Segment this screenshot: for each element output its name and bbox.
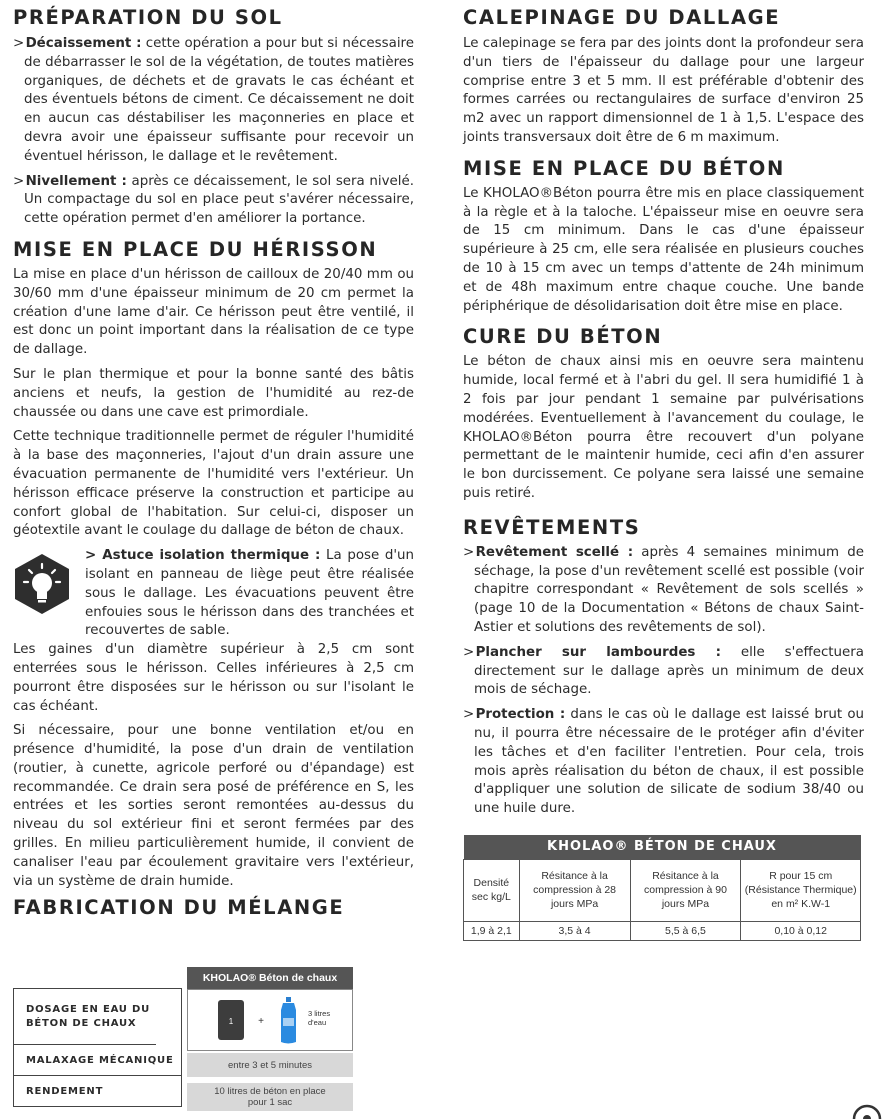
- beton-text: Le KHOLAO®Béton pourra être mis en place classiquement à la règle et à la taloche. L'épaisseur mise en oeuvre sera de 15 cm minimum. Dans le cas d'une épaisseur supérieure à 25 cm, elle sera réalisée en plusieurs couches de 10 à 15 cm avec un temps d'attente de 24h minimum et de 48h maximum entre chaque couche. Une bande périphérique de désolidarisation doit être mise en place.: [463, 185, 864, 314]
- rev-scelle: > Revêtement scellé : après 4 semaines minimum de séchage, la pose d'un revêtement scellé est possible (voir chapitre correspondant « Revêtement de sols scellés » (page 10 de la Documentation « Bétons de chaux Saint- Astier et solutions des revêtements de sol).: [463, 544, 864, 635]
- astuce-block: [13, 547, 414, 716]
- mix-header: KHOLAO® Béton de chaux: [187, 967, 353, 989]
- astuce-text1: > Astuce isolation thermique : La pose d'un isolant en panneau de liège peut être réalisée sous le dallage. Les évacuations peuvent être enfouies sous le hérisson dans des tranchées et recouvertes de sable.: [85, 548, 415, 639]
- herisson-p2: Sur le plan thermique et pour la bonne santé des bâtis anciens et neufs, la gestion de l'humidité au rez-de chaussée ou dans une cave est primordiale.: [13, 366, 414, 420]
- mix-dosage-box: [187, 989, 353, 1051]
- mix-labels: [13, 988, 182, 1107]
- heading-calepinage: CALEPINAGE DU DALLAGE: [463, 6, 781, 29]
- tech-value-cell: 5,5 à 6,5: [630, 921, 741, 940]
- heading-revetements: REVÊTEMENTS: [463, 515, 641, 539]
- herisson-p1: La mise en place d'un hérisson de cailloux de 20/40 mm ou 30/60 mm d'une épaisseur minimum de 20 cm permet la création d'une lame d'air. Ce hérisson peut être ventilé, il est donc un point important dans la réalisation de ce type de dallage.: [13, 266, 414, 358]
- heading-herisson: MISE EN PLACE DU HÉRISSON: [13, 237, 378, 261]
- herisson-p4: Si nécessaire, pour une bonne ventilation et/ou en présence d'humidité, la pose d'un drain de ventilation (routier, à cunette, agricole perforé ou d'épandage) est recommandée. Ce drain sera posé de préférence en S, les entrées et les sorties seront remontées au-dessus du niveau du sol extérieur fini et seront fermées par des grilles. En milieu particulièrement humide, il convient de canaliser l'eau par écoulement gravitaire vers l'extérieur, via un système de drain humide.: [13, 723, 414, 889]
- tech-value-cell: 0,10 à 0,12: [741, 921, 861, 940]
- tech-value-cell: 3,5 à 4: [519, 921, 630, 940]
- rev-protection: > Protection : dans le cas où le dallage est laissé brut ou nu, il pourra être nécessaire de le protéger afin d'éviter les tâches et d'en faciliter l'entretien. Pour cela, trois mois après réalisation du béton de chaux, il est possible d'appliquer une solution de silicate de sodium 38/40 ou une huile dure.: [463, 707, 864, 817]
- plus-sign: +: [258, 1016, 264, 1027]
- astuce-text2: Les gaines d'un diamètre supérieur à 2,5 cm sont enterrées sous le hérisson. Celles inférieures à 2,5 cm pourront être disposées sur le hérisson ou sur l'isolant le cas échéant.: [13, 642, 414, 714]
- calepinage-text: Le calepinage se fera par des joints dont la profondeur sera d'un tiers de l'épaisseur du dallage pour une largeur comprise entre 3 et 5 mm. Il est préférable d'obtenir des formes carrées ou rectangulaires de surface d'environ 25 m2 avec un rapport dimensionnel de 1 à 1,5. L'espace des joints transversaux doit être de 6 m maximum.: [463, 36, 864, 145]
- rev-plancher: > Plancher sur lambourdes : elle s'effectuera directement sur le dallage après un minimum de deux mois de séchage.: [463, 644, 864, 698]
- corner-badge-icon: [852, 1104, 882, 1119]
- right-column: [463, 6, 864, 941]
- water-label: 3 litres d'eau: [308, 1009, 331, 1027]
- mix-row-dosage: DOSAGE EN EAU DU BÉTON DE CHAUX: [14, 989, 156, 1045]
- mix-malaxage-value: entre 3 et 5 minutes: [187, 1053, 353, 1077]
- tech-value-cell: 1,9 à 2,1: [464, 921, 520, 940]
- mix-values: [187, 967, 353, 1111]
- herisson-p3: Cette technique traditionnelle permet de réguler l'humidité à la base des maçonneries, l'ajout d'un drain assure une évacuation permanente de l'humidité vers l'extérieur. Un hérisson efficace préserve la construction et participe au confort global de l'habitation. Sur celui-ci, disposer un géotextile avant le coulage du dallage de béton de chaux.: [13, 429, 414, 539]
- heading-preparation: PRÉPARATION DU SOL: [13, 6, 283, 29]
- tech-header-cell: R pour 15 cm (Résistance Thermique) en m² K.W-1: [741, 859, 861, 921]
- tech-header-cell: Résitance à la compression à 28 jours MPa: [519, 859, 630, 921]
- lightbulb-icon: [13, 553, 71, 615]
- mix-diagram: [13, 965, 353, 1110]
- tech-header-cell: Densité sec kg/L: [464, 859, 520, 921]
- tech-table: [463, 835, 861, 941]
- mix-row-malaxage: MALAXAGE MÉCANIQUE: [14, 1045, 181, 1076]
- left-column: [13, 6, 414, 920]
- prep-decaissement: > Décaissement : cette opération a pour but si nécessaire de débarrasser le sol de la végétation, de toutes matières organiques, de déchets et de gravats le cas échéant et des éventuels bétons de ciment. Ce décaissement ne doit en aucun cas déstabiliser les maçonneries en place et devra avoir une épaisseur suffisante pour recevoir un éventuel hérisson, le dallage et le revêtement.: [13, 36, 414, 164]
- mix-row-rendement: RENDEMENT: [26, 1085, 104, 1097]
- heading-mise-beton: MISE EN PLACE DU BÉTON: [463, 156, 785, 180]
- prep-nivellement: > Nivellement : après ce décaissement, le sol sera nivelé. Un compactage du sol en place peut s'avérer nécessaire, cette opération permet d'en améliorer la portance.: [13, 173, 414, 227]
- cure-text: Le béton de chaux ainsi mis en oeuvre sera maintenu humide, local fermé et à l'abri du gel. Il sera humidifié 1 à 2 fois par jour pendant 1 semaine par pulvérisations modérées. Eventuellement à l'avancement du coulage, le KHOLAO®Béton pourra être recouvert d'un polyane permettant de le maintenir humide, ceci afin d'en assurer le bon durcissement. Ce polyane sera laissé une semaine puis retiré.: [463, 354, 864, 501]
- heading-cure: CURE DU BÉTON: [463, 325, 663, 349]
- tech-table-title: KHOLAO® BÉTON DE CHAUX: [464, 835, 861, 860]
- tech-header-cell: Résitance à la compression à 90 jours MPa: [630, 859, 741, 921]
- bag-label: 1: [228, 1017, 234, 1026]
- heading-fabrication: FABRICATION DU MÉLANGE: [13, 896, 345, 920]
- mix-rendement-value: 10 litres de béton en place pour 1 sac: [187, 1083, 353, 1111]
